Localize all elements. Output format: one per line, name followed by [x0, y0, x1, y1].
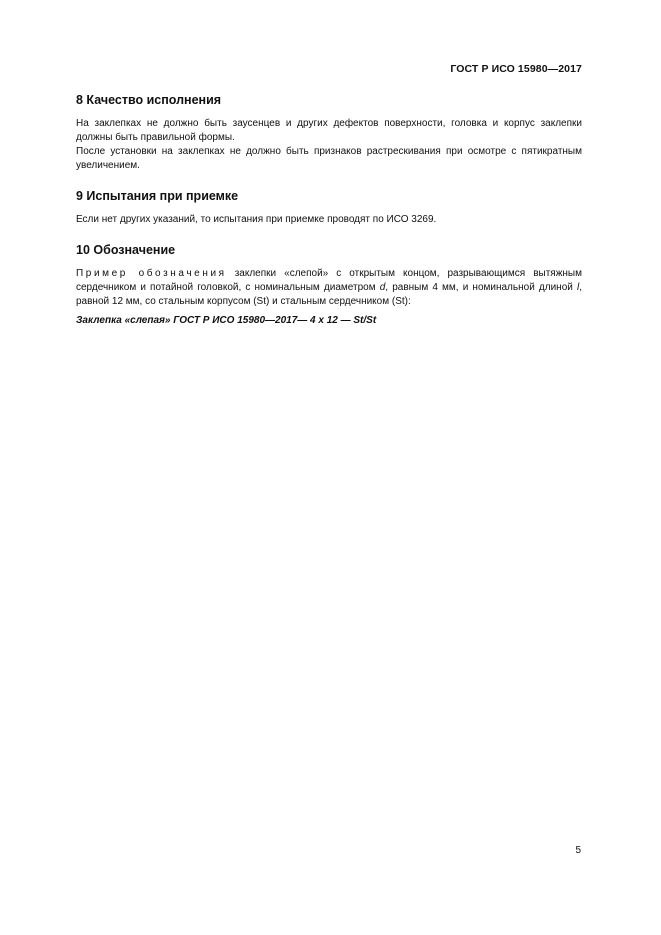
designation-example-paragraph	[76, 267, 582, 309]
section-acceptance	[76, 189, 582, 227]
acceptance-paragraph	[76, 213, 582, 227]
example-text-part-c: , равной 12 мм, со стальным корпусом (St) и стальным сердечником (St):	[76, 282, 582, 307]
section-heading-acceptance: 9 Испытания при приемке	[76, 189, 239, 203]
quality-paragraph-2	[76, 145, 582, 173]
document-standard-code: ГОСТ Р ИСО 15980—2017	[450, 63, 582, 75]
page-content	[76, 93, 582, 344]
example-text-part-a: заклепки «слепой» с открытым концом, разрывающимся вытяжным сердечником и потайной головкой, с номинальным диаметром	[76, 268, 582, 293]
quality-paragraph-1-text: На заклепках не должно быть заусенцев и других дефектов поверхности, головка и корпус заклепки должны быть правильной формы.	[76, 118, 582, 143]
rivet-designation: Заклепка «слепая» ГОСТ Р ИСО 15980—2017— 4 x 12 — St/St	[76, 315, 377, 326]
section-quality	[76, 93, 582, 173]
symbol-l: l	[576, 282, 580, 293]
section-designation	[76, 243, 582, 328]
example-text-part-b: , равным 4 мм, и номинальной длиной	[385, 282, 577, 293]
symbol-d: d	[379, 282, 386, 293]
page-number: 5	[575, 845, 581, 856]
section-heading-designation: 10 Обозначение	[76, 243, 176, 257]
quality-paragraph-1	[76, 117, 582, 145]
section-heading-quality: 8 Качество исполнения	[76, 93, 222, 107]
quality-paragraph-2-text: После установки на заклепках не должно быть признаков растрескивания при осмотре с пятикратным увеличением.	[76, 146, 582, 171]
example-label: Пример обозначения	[76, 268, 227, 279]
acceptance-paragraph-text: Если нет других указаний, то испытания при приемке проводят по ИСО 3269.	[76, 214, 437, 225]
